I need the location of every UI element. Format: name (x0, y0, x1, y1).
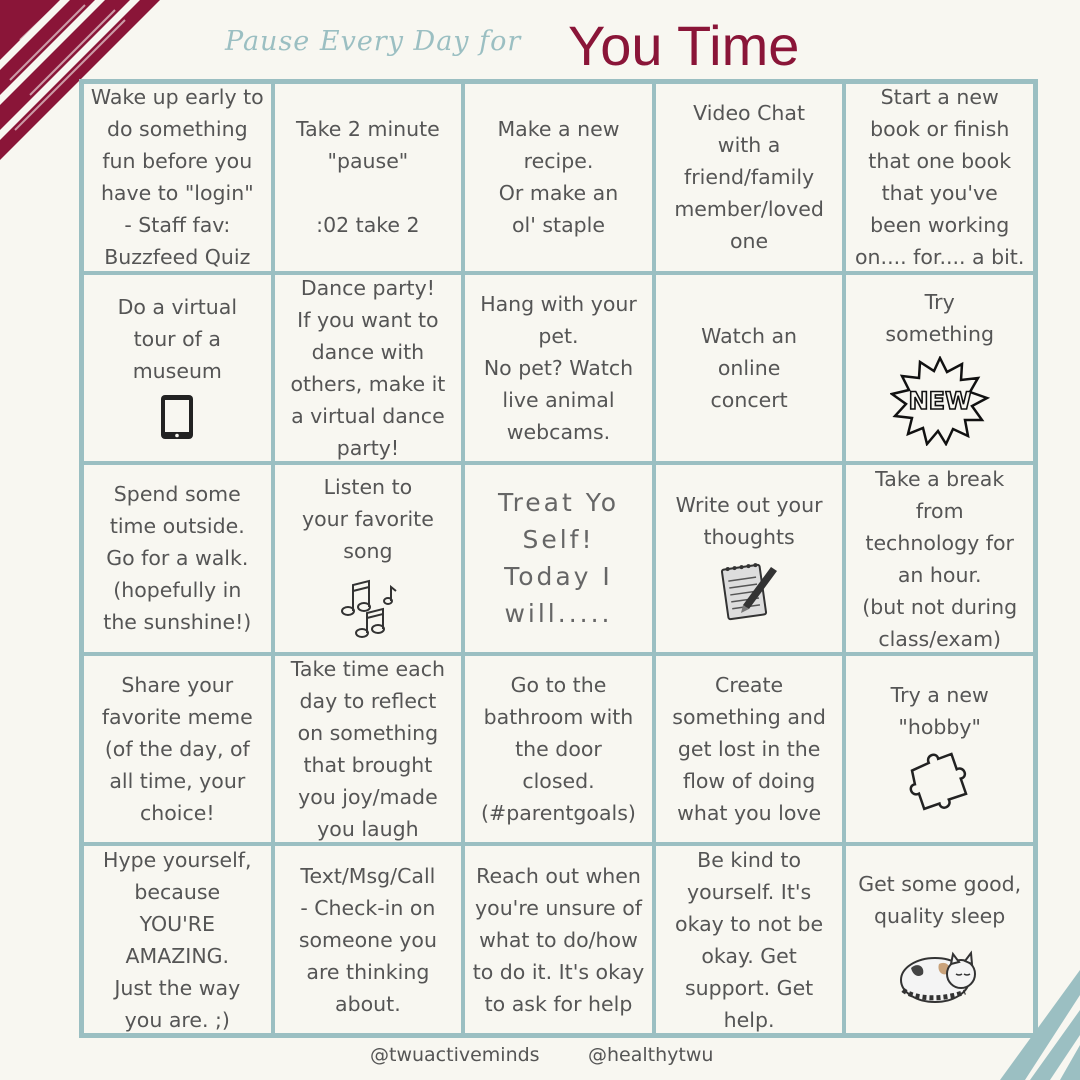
activity-cell (273, 273, 464, 464)
puzzle-piece-icon (905, 749, 975, 819)
activity-cell (273, 82, 464, 273)
music-notes-icon (338, 573, 398, 645)
activity-text: Start a new book or finish that one book that you've been working on.... for.... a bit. (855, 85, 1025, 270)
activity-text: Text/Msg/Call - Check-in on someone you are thinking about. (298, 863, 437, 1016)
activity-cell (654, 273, 845, 464)
activity-text: Spend some time outside. Go for a walk. (hopefully in the sunshine!) (103, 482, 252, 635)
activity-text: Try something (885, 289, 994, 346)
activity-cell (463, 273, 654, 464)
activity-cell (273, 844, 464, 1035)
social-handle-healthytwu: @healthytwu (588, 1044, 714, 1066)
activity-text: Create something and get lost in the flow of doing what you love (672, 673, 826, 826)
activity-text: Treat Yo Self! Today I will..... (497, 488, 619, 629)
activity-cell (654, 654, 845, 845)
activity-text: Do a virtual tour of a museum (117, 294, 238, 383)
activity-cell (654, 844, 845, 1035)
header-script-title: Pause Every Day for (225, 26, 522, 57)
activity-cell (654, 463, 845, 654)
activity-cell (844, 844, 1035, 1035)
activity-text: Take 2 minute "pause" :02 take 2 (295, 117, 440, 238)
activity-cell (463, 82, 654, 273)
sleeping-cat-icon (895, 938, 985, 1012)
activity-text: Reach out when you're unsure of what to do/how to do it. It's okay to ask for help (472, 863, 645, 1016)
activity-text: Take a break from technology for an hour. (but not during class/exam) (862, 466, 1018, 651)
activity-cell (463, 654, 654, 845)
activity-text: Video Chat with a friend/family member/loved one (674, 101, 824, 254)
footer (0, 1044, 1080, 1074)
activity-cell (844, 273, 1035, 464)
page-title: You Time (568, 14, 800, 77)
activity-cell (82, 844, 273, 1035)
activity-cell (844, 654, 1035, 845)
new-badge-text: NEW (908, 386, 972, 415)
activity-cell (463, 463, 654, 654)
social-handle-activeminds: @twuactiveminds (370, 1044, 540, 1066)
notepad-pen-icon (719, 559, 779, 627)
activity-grid (79, 79, 1038, 1038)
new-badge-icon (890, 356, 990, 450)
activity-cell (273, 463, 464, 654)
activity-text: Get some good, quality sleep (858, 871, 1022, 928)
activity-text: Listen to your favorite song (301, 475, 434, 564)
activity-cell (463, 844, 654, 1035)
activity-cell (82, 654, 273, 845)
activity-cell (654, 82, 845, 273)
activity-text: Dance party! If you want to dance with others, make it a virtual dance party! (290, 275, 446, 460)
activity-text: Write out your thoughts (675, 493, 823, 550)
activity-text: Make a new recipe. Or make an ol' staple (497, 117, 620, 238)
page-header (0, 8, 1080, 80)
activity-cell (844, 463, 1035, 654)
activity-text: Wake up early to do something fun before you have to "login" - Staff fav: Buzzfeed Quiz (90, 85, 264, 270)
activity-cell (82, 463, 273, 654)
activity-text: Watch an online concert (701, 323, 798, 412)
activity-text: Try a new "hobby" (890, 683, 989, 740)
activity-text: Share your favorite meme (of the day, of all time, your choice! (101, 673, 253, 826)
activity-cell (844, 82, 1035, 273)
activity-text: Hype yourself, because YOU'RE AMAZING. Just the way you are. ;) (103, 847, 252, 1032)
activity-cell (82, 82, 273, 273)
activity-text: Take time each day to reflect on something that brought you joy/made you laugh (290, 657, 445, 842)
tablet-icon (159, 393, 195, 445)
activity-text: Go to the bathroom with the door closed. (#parentgoals) (481, 673, 636, 826)
activity-cell (82, 273, 273, 464)
activity-text: Hang with your pet. No pet? Watch live animal webcams. (480, 291, 637, 444)
activity-cell (273, 654, 464, 845)
activity-text: Be kind to yourself. It's okay to not be okay. Get support. Get help. (675, 847, 824, 1032)
